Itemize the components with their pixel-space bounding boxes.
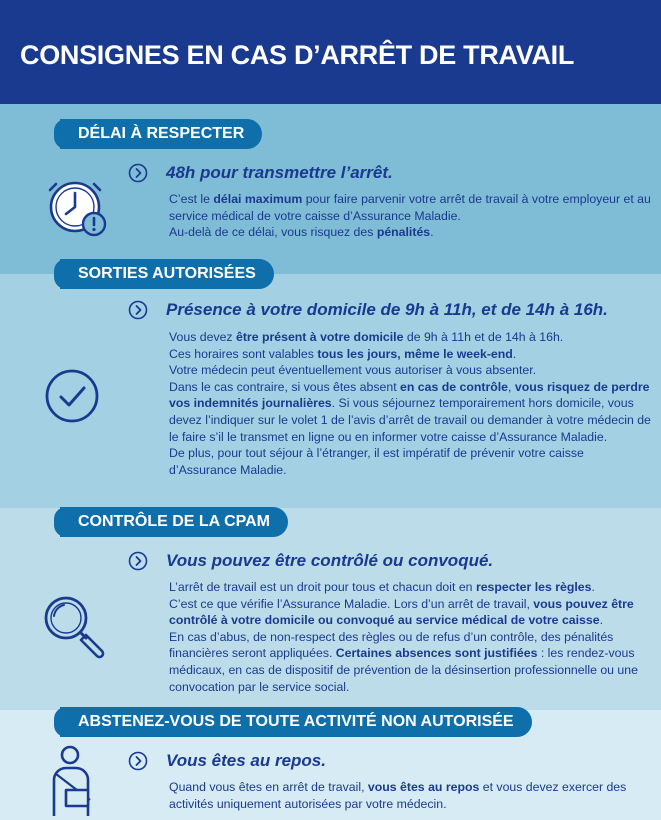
chevron-right-icon bbox=[128, 751, 148, 771]
bold-text: être présent à votre domicile bbox=[236, 330, 404, 344]
text-run: C’est ce que vérifie l’Assurance Maladie. Lors d’un arrêt de travail, bbox=[169, 596, 534, 611]
section-title-sorties: Présence à votre domicile de 9h à 11h, et de 14h à 16h. bbox=[166, 300, 608, 319]
text-run: Quand vous êtes en arrêt de travail, bbox=[169, 780, 368, 794]
section-body-controle bbox=[169, 579, 654, 695]
person-sling-icon bbox=[46, 744, 98, 818]
bold-text: vous pouvez être contrôlé à votre domicile ou convoqué au service médical de votre caisse bbox=[169, 596, 634, 628]
check-circle-icon bbox=[44, 368, 100, 424]
section-label-activite: ABSTENEZ-VOUS DE TOUTE ACTIVITÉ NON AUTORISÉE bbox=[60, 707, 532, 737]
paragraph bbox=[169, 346, 654, 363]
page-header bbox=[0, 0, 661, 104]
paragraph bbox=[169, 445, 654, 478]
section-body-delai bbox=[169, 191, 654, 241]
section-body-sorties bbox=[169, 329, 654, 478]
text-run: . bbox=[512, 346, 517, 361]
text-run: C’est le bbox=[169, 192, 214, 206]
bold-text: tous les jours, même le week-end bbox=[317, 346, 513, 361]
text-run: Ces horaires sont valables bbox=[169, 346, 318, 361]
text-run: Vous devez bbox=[169, 330, 236, 344]
clock-alert-icon bbox=[44, 174, 110, 240]
text-run: Au-delà de ce délai, vous risquez des bbox=[169, 225, 377, 240]
page-title: CONSIGNES EN CAS D’ARRÊT DE TRAVAIL bbox=[20, 40, 575, 70]
section-sorties bbox=[0, 265, 661, 508]
magnifier-icon bbox=[40, 592, 110, 662]
section-title-activite: Vous êtes au repos. bbox=[166, 751, 326, 770]
chevron-right-icon bbox=[128, 551, 148, 571]
section-label-controle: CONTRÔLE DE LA CPAM bbox=[60, 507, 288, 537]
paragraph bbox=[169, 779, 654, 812]
bold-text: Certaines absences sont justifiées bbox=[335, 646, 538, 661]
paragraph bbox=[169, 224, 654, 241]
paragraph bbox=[169, 329, 654, 346]
text-run: . bbox=[599, 613, 603, 628]
section-controle bbox=[0, 508, 661, 710]
text-run: . bbox=[430, 225, 434, 240]
text-run: Votre médecin peut éventuellement vous autoriser à vous absenter. bbox=[169, 363, 537, 378]
section-label-delai: DÉLAI À RESPECTER bbox=[60, 119, 262, 149]
text-run: Dans le cas contraire, si vous êtes absent bbox=[169, 379, 401, 394]
bold-text: pénalités bbox=[376, 225, 431, 240]
section-title-controle: Vous pouvez être contrôlé ou convoqué. bbox=[166, 551, 494, 570]
text-run: De plus, pour tout séjour à l’étranger, il est impératif de prévenir votre caisse d’Assurance Maladie. bbox=[169, 446, 584, 477]
text-run: En cas d’abus, de non-respect des règles ou de refus d’un contrôle, des pénalités financières seront appliquées. bbox=[169, 629, 614, 661]
paragraph bbox=[169, 579, 654, 596]
bold-text: vous risquez de perdre vos indemnités journalières bbox=[169, 379, 650, 411]
section-delai bbox=[0, 104, 661, 274]
paragraph bbox=[169, 629, 654, 695]
text-run: pour faire parvenir votre arrêt de travail à votre employeur et au service médical de votre caisse d’Assurance Maladie. bbox=[169, 192, 651, 223]
text-run: : les rendez-vous médicaux, en cas de dispositif de prévention de la désinsertion professionnelle ou une convocation par le service social. bbox=[169, 646, 638, 694]
paragraph bbox=[169, 596, 654, 629]
bold-text: en cas de contrôle bbox=[400, 379, 509, 394]
section-title-delai: 48h pour transmettre l’arrêt. bbox=[166, 163, 393, 182]
text-run: de 9h à 11h et de 14h à 16h. bbox=[403, 330, 564, 344]
chevron-right-icon bbox=[128, 163, 148, 183]
section-body-activite bbox=[169, 779, 654, 812]
paragraph bbox=[169, 362, 654, 379]
text-run: . Si vous séjournez temporairement hors domicile, vous devez l’indiquer sur le volet 1 de l’avis d’arrêt de travail ou demander à votre médecin de le faire s’il le transmet en ligne ou en informer votre caisse d’Assurance Maladie. bbox=[169, 396, 651, 444]
section-activite bbox=[0, 710, 661, 820]
bold-text: respecter les règles bbox=[475, 580, 592, 594]
bold-text: vous êtes au repos bbox=[367, 780, 480, 794]
text-run: , bbox=[508, 379, 515, 394]
text-run: L’arrêt de travail est un droit pour tous et chacun doit en bbox=[169, 580, 476, 594]
text-run: et vous devez exercer des activités uniquement autorisées par votre médecin. bbox=[169, 780, 627, 811]
bold-text: délai maximum bbox=[213, 192, 303, 206]
paragraph bbox=[169, 379, 654, 445]
section-label-sorties: SORTIES AUTORISÉES bbox=[60, 259, 274, 289]
paragraph bbox=[169, 191, 654, 224]
text-run: . bbox=[591, 580, 595, 594]
chevron-right-icon bbox=[128, 300, 148, 320]
